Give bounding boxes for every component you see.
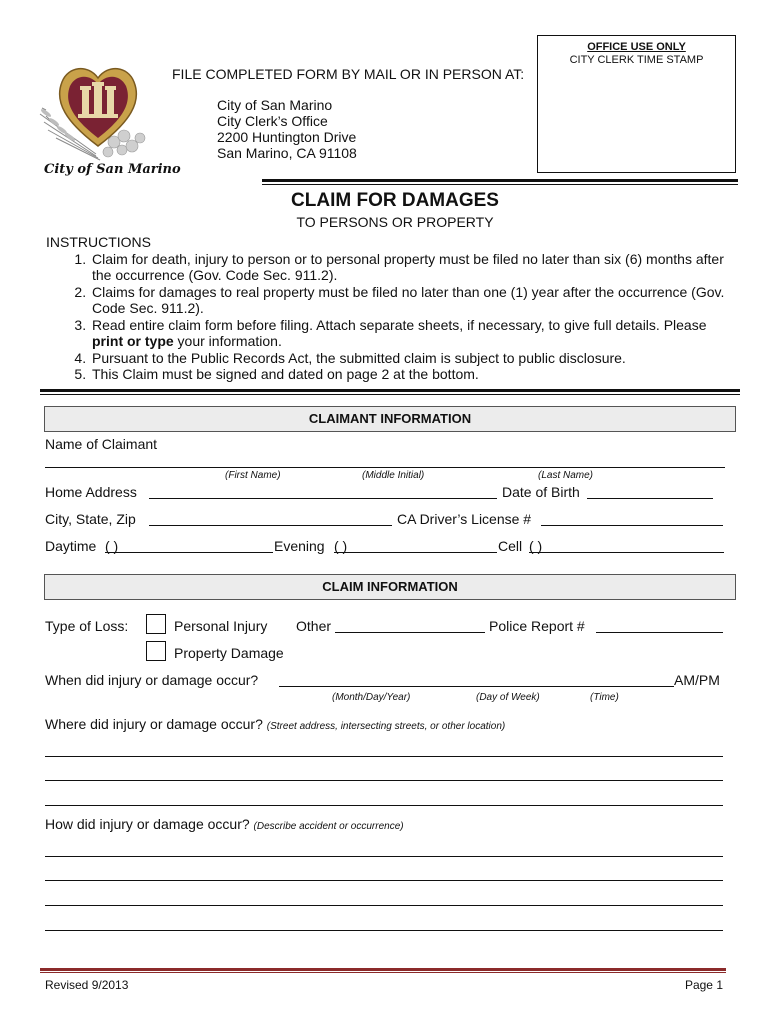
instruction-item: 4. Pursuant to the Public Records Act, the submitted claim is subject to public disclosure. <box>90 350 737 367</box>
date-hint: (Month/Day/Year) <box>332 692 411 703</box>
where-label <box>45 716 505 735</box>
evening-area-code: ( ) <box>334 538 348 554</box>
where-hint: (Street address, intersecting streets, or other location) <box>266 721 506 732</box>
footer-rule <box>40 968 726 971</box>
address-line-4: San Marino, CA 91108 <box>217 145 357 161</box>
page-number: Page 1 <box>684 978 723 992</box>
instruction-item <box>90 317 737 350</box>
daytime-phone-input[interactable] <box>145 535 270 551</box>
when-occurred-input[interactable] <box>282 669 671 685</box>
how-occurred-input[interactable] <box>47 838 721 929</box>
daytime-area-code: ( ) <box>105 538 119 554</box>
how-label-text: How did injury or damage occur? <box>45 816 250 832</box>
day-of-week-hint: (Day of Week) <box>476 692 540 703</box>
cell-label: Cell <box>498 538 523 554</box>
time-stamp-label: CITY CLERK TIME STAMP <box>569 54 704 66</box>
where-occurred-input[interactable] <box>47 738 721 804</box>
address-line-1: City of San Marino <box>217 97 333 113</box>
where-line-3 <box>45 805 723 806</box>
mail-instruction: FILE COMPLETED FORM BY MAIL OR IN PERSON AT: <box>172 66 525 82</box>
office-use-box <box>537 35 736 173</box>
header-rule-thin <box>262 184 738 185</box>
office-use-label: OFFICE USE ONLY <box>587 41 686 53</box>
home-address-input[interactable] <box>152 481 494 497</box>
name-of-claimant-label: Name of Claimant <box>45 436 158 452</box>
instructions-heading: INSTRUCTIONS <box>46 234 151 250</box>
date-of-birth-input[interactable] <box>590 481 710 497</box>
drivers-license-input[interactable] <box>544 508 720 524</box>
personal-injury-label: Personal Injury <box>174 618 268 634</box>
police-report-underline <box>596 632 723 633</box>
type-of-loss-label: Type of Loss: <box>45 618 129 634</box>
instructions-block <box>47 234 737 383</box>
other-label: Other <box>296 618 332 634</box>
home-address-underline <box>149 498 497 499</box>
instruction-item: 5. This Claim must be signed and dated on page 2 at the bottom. <box>90 366 737 383</box>
drivers-license-underline <box>541 525 723 526</box>
other-underline <box>335 632 485 633</box>
city-state-zip-label: City, State, Zip <box>45 511 136 527</box>
middle-initial-input[interactable] <box>310 450 460 466</box>
home-address-label: Home Address <box>45 484 137 500</box>
time-hint: (Time) <box>590 692 619 703</box>
daytime-underline <box>105 552 273 553</box>
form-title: CLAIM FOR DAMAGES <box>291 190 499 211</box>
cell-area-code: ( ) <box>529 538 543 554</box>
address-line-2: City Clerk’s Office <box>217 113 328 129</box>
last-name-input[interactable] <box>470 450 720 466</box>
claim-section-header: CLAIM INFORMATION <box>44 574 736 600</box>
claimant-section-header: CLAIMANT INFORMATION <box>44 406 736 432</box>
when-label: When did injury or damage occur? <box>45 672 259 688</box>
instruction-item-rest: your information. <box>173 333 282 349</box>
cell-phone-input[interactable] <box>580 535 720 551</box>
evening-underline <box>334 552 497 553</box>
instruction-item: 1. Claim for death, injury to person or to personal property must be filed no later than six (6) months after the occurrence (Gov. Code Sec. 911.2). <box>90 251 737 284</box>
name-underline <box>45 467 725 468</box>
revised-date: Revised 9/2013 <box>45 978 129 992</box>
when-underline <box>279 686 674 687</box>
police-report-label: Police Report # <box>489 618 585 634</box>
form-subtitle: TO PERSONS OR PROPERTY <box>296 214 494 230</box>
where-label-text: Where did injury or damage occur? <box>45 716 263 732</box>
city-state-zip-underline <box>149 525 392 526</box>
evening-label: Evening <box>274 538 325 554</box>
how-label <box>45 816 404 835</box>
print-or-type-emphasis: print or type <box>92 333 174 349</box>
drivers-license-label: CA Driver’s License # <box>397 511 532 527</box>
how-line-4 <box>45 930 723 931</box>
last-name-hint: (Last Name) <box>538 470 594 481</box>
daytime-label: Daytime <box>45 538 97 554</box>
date-of-birth-label: Date of Birth <box>502 484 580 500</box>
section-divider <box>40 389 740 392</box>
other-loss-input[interactable] <box>338 615 482 631</box>
instruction-item: 2. Claims for damages to real property must be filed no later than one (1) year after the occurrence (Gov. Code Sec. 911.2). <box>90 284 737 317</box>
property-damage-label: Property Damage <box>174 645 284 661</box>
date-of-birth-underline <box>587 498 713 499</box>
personal-injury-checkbox[interactable] <box>146 614 166 634</box>
instruction-item-text: Read entire claim form before filing. Attach separate sheets, if necessary, to give full details. Please <box>92 316 707 333</box>
am-pm-label: AM/PM <box>674 672 720 688</box>
logo-caption: City of San Marino <box>44 162 181 177</box>
header-rule <box>262 179 738 182</box>
property-damage-checkbox[interactable] <box>146 641 166 661</box>
how-hint: (Describe accident or occurrence) <box>253 821 404 832</box>
footer-rule-thin <box>40 972 726 973</box>
section-divider-thin <box>40 394 740 395</box>
address-line-3: 2200 Huntington Drive <box>217 129 357 145</box>
first-name-hint: (First Name) <box>225 470 281 481</box>
city-state-zip-input[interactable] <box>152 508 389 524</box>
evening-phone-input[interactable] <box>374 535 494 551</box>
cell-underline <box>529 552 724 553</box>
police-report-input[interactable] <box>599 615 720 631</box>
first-name-input[interactable] <box>50 450 300 466</box>
middle-initial-hint: (Middle Initial) <box>362 470 425 481</box>
